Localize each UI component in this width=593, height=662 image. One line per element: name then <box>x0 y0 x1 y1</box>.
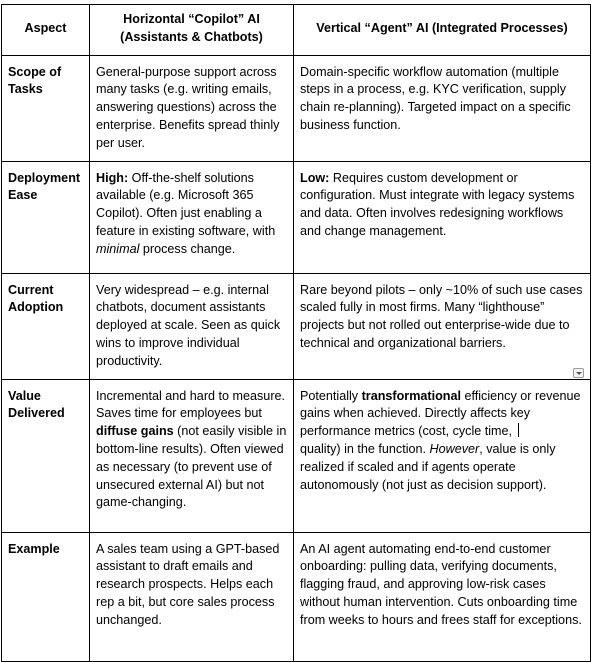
cell-text: An AI agent automating end-to-end customer onboarding: pulling data, verifying documents, flagging fraud, and approving low-risk cases without human intervention. Cuts onboarding time from weeks to hours and frees staff for exceptions. <box>300 541 582 627</box>
cell-text: Rare beyond pilots – only ~10% of such use cases scaled fully in most firms. Many “lighthouse” projects but not rolled out enterprise-wide due to technical and organizational barriers. <box>300 282 583 350</box>
cell-text: General-purpose support across many tasks (e.g. writing emails, answering questions) across the enterprise. Benefits spread thinly per user. <box>96 64 280 150</box>
dropdown-arrow-icon[interactable] <box>573 368 584 378</box>
row-aspect-adoption: Current Adoption <box>2 273 90 379</box>
bold-label: Low: <box>300 170 330 185</box>
cell-vertical-deployment <box>294 161 591 273</box>
cell-vertical-value[interactable] <box>294 379 591 532</box>
row-aspect-deployment: Deployment Ease <box>2 161 90 273</box>
cell-text: Domain-specific workflow automation (multiple steps in a process, e.g. KYC verification, supply chain re-planning). Targeted impact on a specific business function. <box>300 64 571 132</box>
table-row <box>2 532 591 661</box>
row-aspect-value: Value Delivered <box>2 379 90 532</box>
table-row <box>2 379 591 532</box>
header-horizontal-ai: Horizontal “Copilot” AI (Assistants & Chatbots) <box>90 5 294 56</box>
header-vertical-ai: Vertical “Agent” AI (Integrated Processes) <box>294 5 591 56</box>
cell-horizontal-deployment <box>90 161 294 273</box>
cell-text: Off-the-shelf solutions available (e.g. Microsoft 365 Copilot). Often just enabling a feature in existing software, with <box>96 170 276 238</box>
cell-vertical-scope <box>294 55 591 161</box>
cell-text: (not easily visible in bottom-line results). Often viewed as necessary (to prevent use of unsecured external AI) but not game-changing. <box>96 424 287 510</box>
row-aspect-example: Example <box>2 532 90 661</box>
cell-text: A sales team using a GPT-based assistant to draft emails and research prospects. Helps each rep a bit, but core sales process unchanged. <box>96 541 280 627</box>
cell-text: , value is only realized if scaled and if agents operate autonomously (not just as decision support). <box>300 441 556 492</box>
cell-horizontal-scope <box>90 55 294 161</box>
header-aspect: Aspect <box>2 5 90 56</box>
bold-text: diffuse gains <box>96 424 174 439</box>
text-cursor <box>518 423 519 437</box>
cell-horizontal-adoption <box>90 273 294 379</box>
italic-text: minimal <box>96 241 140 256</box>
table-row <box>2 55 591 161</box>
cell-horizontal-value <box>90 379 294 532</box>
bold-text: transformational <box>361 388 461 403</box>
cell-text: Very widespread – e.g. internal chatbots, document assistants deployed at scale. Seen as quick wins to improve individual productivity. <box>96 282 281 368</box>
cell-text: process change. <box>139 241 236 256</box>
bold-label: High: <box>96 170 129 185</box>
table-row <box>2 161 591 273</box>
row-aspect-scope: Scope of Tasks <box>2 55 90 161</box>
cell-text: Potentially <box>300 388 362 403</box>
cell-text: Requires custom development or configuration. Must integrate with legacy systems and data. Often involves redesigning workflows and change management. <box>300 170 575 238</box>
cell-text: quality) in the function. <box>300 441 430 456</box>
cell-vertical-adoption <box>294 273 591 379</box>
table-row <box>2 273 591 379</box>
cell-text: efficiency or revenue gains when achieved. Directly affects key performance metrics (cost, cycle time, <box>300 388 581 439</box>
italic-text: However <box>429 441 480 456</box>
cell-horizontal-example <box>90 532 294 661</box>
cell-text: Incremental and hard to measure. Saves time for employees but <box>96 388 286 421</box>
comparison-table <box>1 4 591 662</box>
cell-vertical-example <box>294 532 591 661</box>
header-row <box>2 5 591 56</box>
